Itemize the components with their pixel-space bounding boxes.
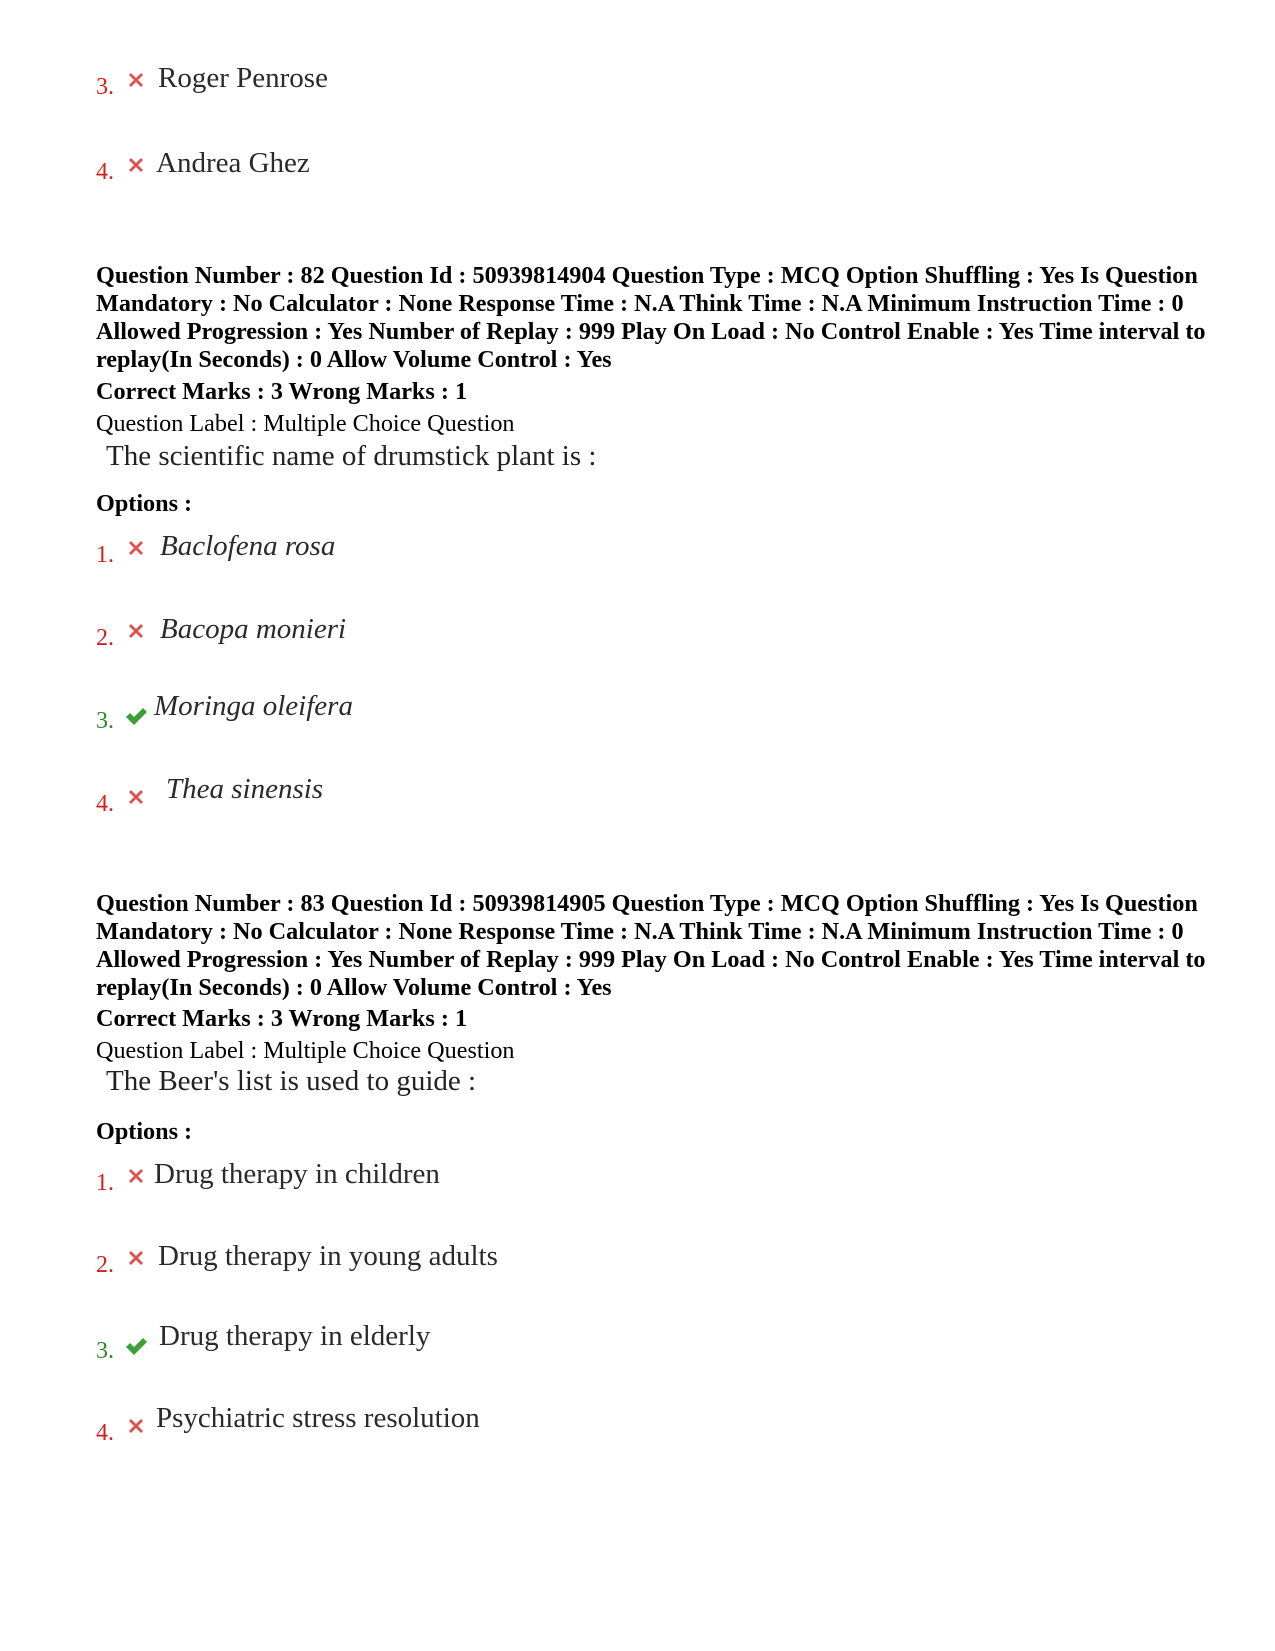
option-number: 4.	[96, 791, 114, 817]
option-row	[96, 773, 796, 817]
option-number: 3.	[96, 74, 114, 100]
option-text: Thea sinensis	[166, 773, 324, 805]
option-number: 2.	[96, 625, 114, 651]
option-number: 4.	[96, 159, 114, 185]
option-row	[96, 613, 796, 653]
option-number: 3.	[96, 1338, 114, 1364]
option-text: Roger Penrose	[158, 62, 328, 94]
option-number: 3.	[96, 708, 114, 734]
question-label: Question Label : Multiple Choice Question	[96, 410, 515, 437]
option-text: Drug therapy in young adults	[158, 1240, 498, 1272]
question-stem: The Beer's list is used to guide :	[106, 1065, 477, 1097]
question-stem: The scientific name of drumstick plant is :	[106, 440, 597, 472]
option-row	[96, 1158, 796, 1198]
option-number: 1.	[96, 1170, 114, 1196]
cross-icon	[124, 68, 148, 92]
option-row	[96, 62, 796, 102]
option-row	[96, 1402, 796, 1446]
option-text: Andrea Ghez	[156, 147, 310, 179]
question-marks: Correct Marks : 3 Wrong Marks : 1	[96, 1005, 468, 1032]
cross-icon	[124, 1414, 148, 1438]
question-meta: Question Number : 83 Question Id : 50939814905 Question Type : MCQ Option Shuffling : Yes Is Question Mandatory : No Calculator : None Response Time : N.A Think Time : N.A Minimum Instruction Time : 0 Allowed Progression : Yes Number of Replay : 999 Play On Load : No Control Enable : Yes Time interval to replay(In Seconds) : 0 Allow Volume Control : Yes	[96, 890, 1206, 1001]
option-text: Psychiatric stress resolution	[156, 1402, 480, 1434]
cross-icon	[124, 785, 148, 809]
option-text: Baclofena rosa	[160, 530, 336, 562]
option-number: 1.	[96, 542, 114, 568]
option-row	[96, 147, 796, 187]
option-number: 4.	[96, 1420, 114, 1446]
option-text: Drug therapy in elderly	[159, 1320, 431, 1352]
option-row	[96, 1240, 796, 1280]
check-icon	[124, 1334, 148, 1358]
question-label: Question Label : Multiple Choice Question	[96, 1037, 515, 1064]
option-text: Bacopa monieri	[160, 613, 347, 645]
question-marks: Correct Marks : 3 Wrong Marks : 1	[96, 378, 468, 405]
cross-icon	[124, 153, 148, 177]
options-heading: Options :	[96, 490, 193, 517]
cross-icon	[124, 536, 148, 560]
cross-icon	[124, 1164, 148, 1188]
cross-icon	[124, 619, 148, 643]
cross-icon	[124, 1246, 148, 1270]
option-row	[96, 690, 796, 734]
question-meta: Question Number : 82 Question Id : 50939814904 Question Type : MCQ Option Shuffling : Yes Is Question Mandatory : No Calculator : None Response Time : N.A Think Time : N.A Minimum Instruction Time : 0 Allowed Progression : Yes Number of Replay : 999 Play On Load : No Control Enable : Yes Time interval to replay(In Seconds) : 0 Allow Volume Control : Yes	[96, 262, 1206, 373]
option-row	[96, 1320, 796, 1364]
options-heading: Options :	[96, 1118, 193, 1145]
option-text: Moringa oleifera	[154, 690, 353, 722]
check-icon	[124, 704, 148, 728]
option-number: 2.	[96, 1252, 114, 1278]
option-row	[96, 530, 796, 570]
option-text: Drug therapy in children	[154, 1158, 440, 1190]
